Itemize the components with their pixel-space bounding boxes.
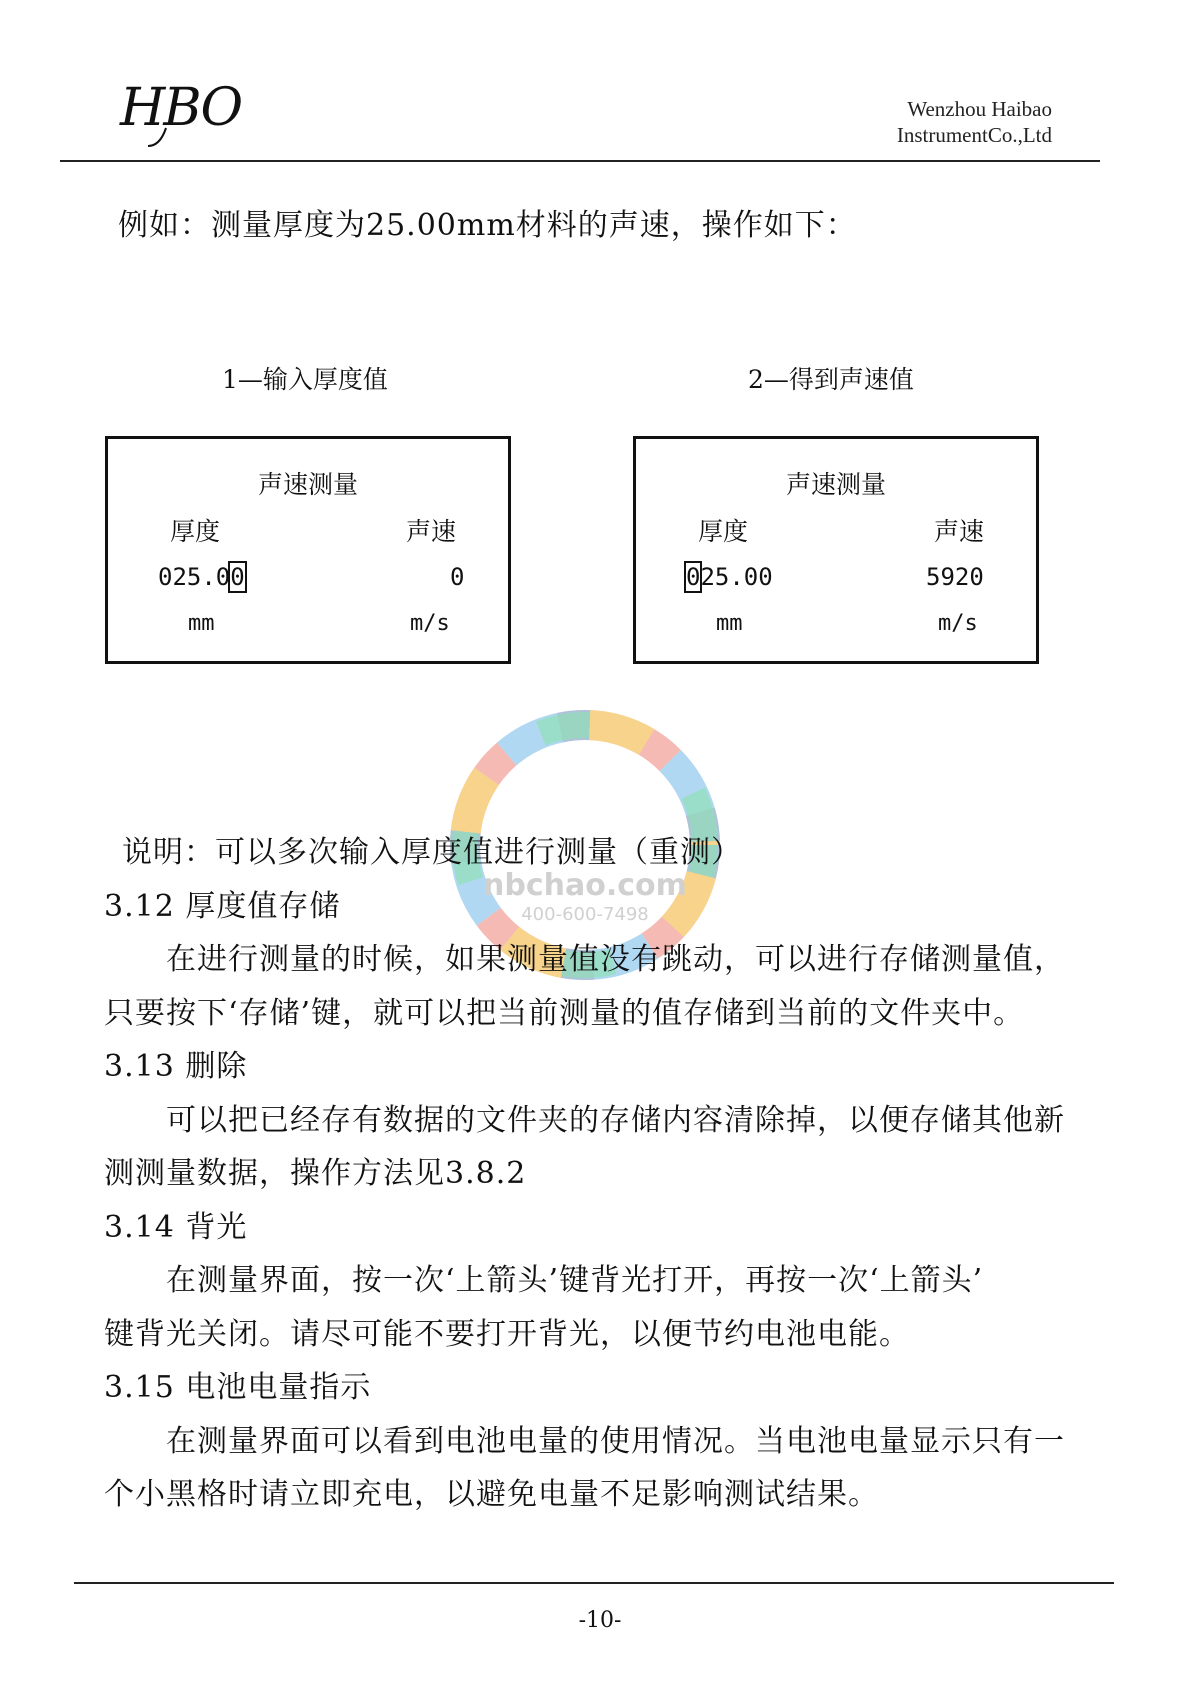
section-3-15-body-line2: 个小黑格时请立即充电，以避免电量不足影响测试结果。 (104, 1477, 879, 1512)
section-3-12-body-line2: 只要按下‘存储’键，就可以把当前测量的值存储到当前的文件夹中。 (104, 995, 1025, 1031)
company-line-2: InstrumentCo.,Ltd (896, 123, 1052, 147)
screen-step1 (105, 436, 511, 664)
screen-title: 声速测量 (257, 470, 358, 499)
step2-caption: 2—得到声速值 (748, 365, 914, 394)
thickness-value (686, 563, 773, 591)
body-content (104, 826, 1144, 1522)
section-3-14-body-line1: 在测量界面，按一次‘上箭头’键背光打开，再按一次‘上箭头’ (166, 1263, 984, 1298)
company-line-1: Wenzhou Haibao (907, 97, 1052, 121)
svg-text:HBO: HBO (120, 78, 242, 138)
section-3-13-body-line2: 测测量数据，操作方法见3.8.2 (104, 1156, 527, 1191)
thickness-unit: mm (188, 611, 215, 636)
edit-cursor: 0 (686, 563, 701, 591)
hbo-logo (118, 70, 258, 150)
thickness-label: 厚度 (698, 517, 749, 546)
speed-unit: m/s (410, 611, 450, 636)
watermark-phone: 400-600-7498 (521, 904, 649, 925)
section-3-12-body-line1: 在进行测量的时候，如果测量值没有跳动，可以进行存储测量值， (166, 942, 1065, 977)
section-3-12-heading: 3.12 厚度值存储 (104, 888, 341, 924)
screen-title: 声速测量 (785, 470, 886, 499)
intro-text: 例如：测量厚度为25.00mm材料的声速，操作如下： (118, 208, 857, 243)
footer-divider (74, 1582, 1114, 1584)
step1-caption: 1—输入厚度值 (222, 365, 388, 394)
speed-label: 声速 (934, 517, 985, 546)
speed-value: 0 (450, 563, 465, 591)
section-3-13-body-line1: 可以把已经存有数据的文件夹的存储内容清除掉，以便存储其他新 (166, 1102, 1065, 1138)
screen-step2 (633, 436, 1039, 664)
thickness-label: 厚度 (170, 517, 221, 546)
speed-value: 5920 (926, 563, 984, 591)
section-3-15-heading: 3.15 电池电量指示 (104, 1370, 372, 1405)
note-text: 说明：可以多次输入厚度值进行测量（重测） (122, 835, 742, 870)
speed-unit: m/s (938, 611, 978, 636)
speed-label: 声速 (406, 517, 457, 546)
thickness-value-before: 025.0 (158, 563, 231, 591)
section-3-15-body-line1: 在测量界面可以看到电池电量的使用情况。当电池电量显示只有一 (166, 1423, 1065, 1459)
company-name (897, 96, 1052, 148)
section-3-14-heading: 3.14 背光 (104, 1209, 248, 1245)
section-3-14-body-line2: 键背光关闭。请尽可能不要打开背光，以便节约电池电能。 (104, 1316, 910, 1352)
header-divider (60, 160, 1100, 162)
thickness-value-after: 25.00 (700, 563, 773, 591)
thickness-unit: mm (716, 611, 743, 636)
watermark-domain: nbchao.com (483, 868, 687, 903)
edit-cursor: 0 (230, 563, 245, 591)
thickness-value (158, 563, 245, 591)
section-3-13-heading: 3.13 删除 (104, 1049, 248, 1084)
page-number: -10- (578, 1608, 622, 1633)
